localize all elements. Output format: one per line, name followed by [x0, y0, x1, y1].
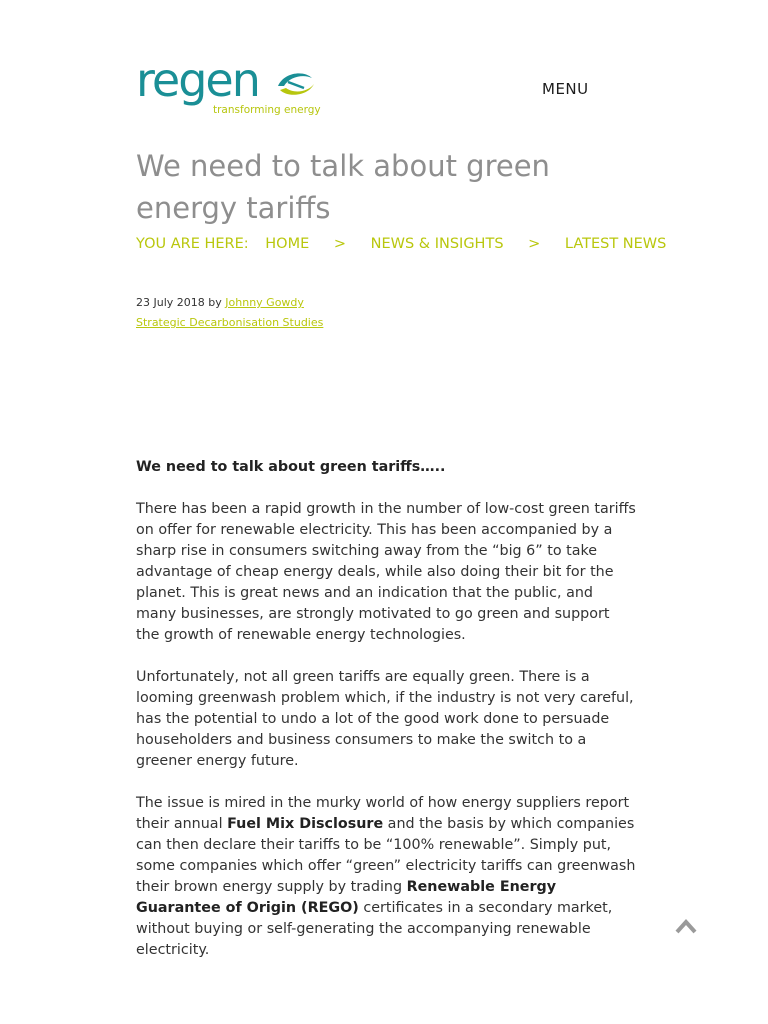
- fuel-mix-disclosure-term: Fuel Mix Disclosure: [227, 816, 384, 832]
- rego-term: Renewable Energy Guarantee of Origin (REGO): [136, 879, 557, 916]
- chevron-up-icon: [675, 918, 697, 934]
- article-paragraph: The issue is mired in the murky world of how energy suppliers report their annual Fuel Mix Disclosure and the basis by which companies can then declare their tariffs to be “100% renewable”. Simply put, some companies which offer “green” electricity tariffs can greenwash their brown energy supply by trading Renewable Energy Guarantee of Origin (REGO) certificates in a secondary market, without buying or self-generating the accompanying renewable electricity.: [136, 795, 636, 958]
- breadcrumb-prefix: YOU ARE HERE:: [136, 236, 249, 252]
- breadcrumb-separator: >: [528, 236, 541, 252]
- breadcrumb-separator: >: [333, 236, 347, 252]
- article-paragraph: There has been a rapid growth in the number of low-cost green tariffs on offer for renewable electricity. This has been accompanied by a sharp rise in consumers switching away from the “big 6” to take advantage of cheap energy deals, while also doing their bit for the planet. This is great news and an indication that the public, and many businesses, are strongly motivated to go green and support the growth of renewable energy technologies.: [136, 501, 636, 643]
- site-logo[interactable]: [136, 53, 321, 122]
- post-byline: [136, 293, 323, 313]
- breadcrumb-news-insights-link[interactable]: NEWS & INSIGHTS: [370, 236, 504, 252]
- breadcrumb-home-link[interactable]: HOME: [265, 236, 310, 252]
- swirl-logo-icon: [274, 68, 316, 100]
- menu-button[interactable]: MENU: [542, 80, 589, 98]
- post-date: 23 July 2018: [136, 296, 205, 309]
- author-link[interactable]: Johnny Gowdy: [225, 296, 304, 309]
- logo-wordmark: regen: [136, 53, 259, 107]
- logo-tagline: transforming energy: [213, 104, 321, 116]
- breadcrumb-latest-news-link[interactable]: LATEST NEWS: [564, 236, 667, 252]
- scroll-to-top-button[interactable]: [675, 918, 697, 934]
- page-title: We need to talk about green energy tariffs: [136, 149, 550, 225]
- post-by: by: [208, 296, 222, 309]
- category-link[interactable]: Strategic Decarbonisation Studies: [136, 316, 324, 329]
- article-paragraph: Unfortunately, not all green tariffs are equally green. There is a looming greenwash problem which, if the industry is not very careful, has the potential to undo a lot of the good work done to persuade householders and business consumers to make the switch to a greener energy future.: [136, 669, 634, 769]
- post-meta: [136, 293, 323, 333]
- breadcrumb: [136, 236, 666, 252]
- article-body: [136, 457, 636, 982]
- article-heading: We need to talk about green tariffs…..: [136, 459, 446, 475]
